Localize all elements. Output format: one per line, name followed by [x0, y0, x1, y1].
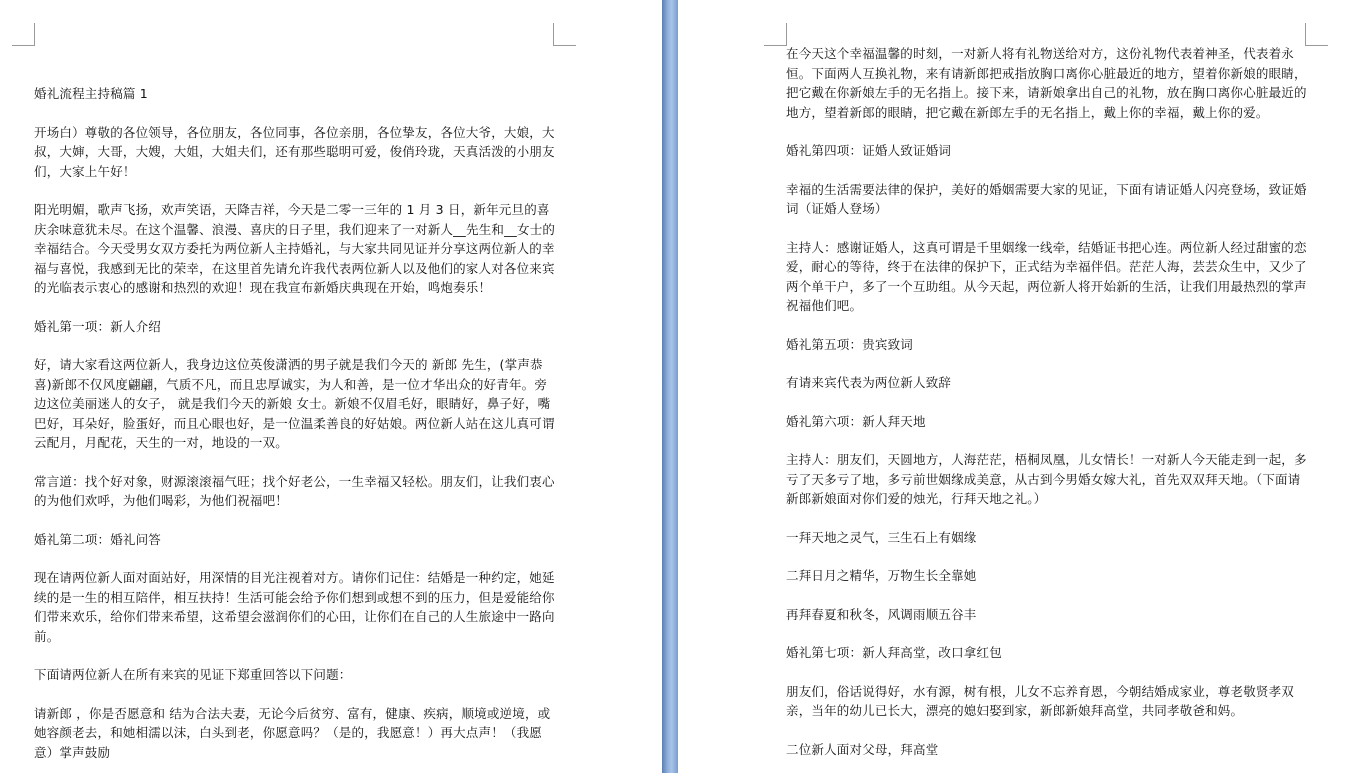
paragraph-opening: 开场白）尊敬的各位领导，各位朋友，各位同事，各位亲朋，各位挚友，各位大爷，大娘，大叔，大婶，大哥，大嫂，大姐，大姐夫们，还有那些聪明可爱，俊俏玲珑，天真活泼的小朋友们，大家上午好！: [34, 124, 555, 179]
section-heading-1: 婚礼第一项：新人介绍: [34, 318, 162, 334]
page-gutter: [662, 0, 678, 773]
section-heading-7: 婚礼第七项：新人拜高堂，改口拿红包: [786, 645, 1002, 660]
paragraph-bow-parents: 二位新人面对父母，拜高堂: [786, 741, 939, 757]
page-heading: 婚礼流程主持稿篇 1: [34, 86, 148, 101]
paragraph-rings: 在今天这个幸福温馨的时刻，一对新人将有礼物送给对方，这份礼物代表着神圣，代表着永恒。下面两人互换礼物，来有请新郎把戒指放胸口离你心脏最近的地方，望着你新娘的眼睛，把它戴在你新娘左手的无名指上。接下来，请新娘拿出自己的礼物，放在胸口离你心脏最近的地方，望着新郎的眼睛，把它戴在新郎左手的无名指上，戴上你的幸福，戴上你的爱。: [786, 46, 1307, 120]
paragraph-second-bow: 二拜日月之精华，万物生长全靠她: [786, 568, 977, 583]
section-heading-5: 婚礼第五项：贵宾致词: [786, 336, 914, 352]
paragraph-guest-speech: 有请来宾代表为两位新人致辞: [786, 375, 952, 390]
section-heading-4: 婚礼第四项：证婚人致证婚词: [786, 143, 952, 158]
margin-corner-top-right: [553, 23, 576, 46]
paragraph-introduction: 好，请大家看这两位新人，我身边这位英俊潇洒的男子就是我们今天的 新郎 先生，(掌声恭喜)新郎不仅风度翩翩，气质不凡，而且忠厚诚实，为人和善，是一位才华出众的好青年。旁边这位美丽迷人的女子， 就是我们今天的新娘 女士。新娘不仅眉毛好，眼睛好，鼻子好，嘴巴好，耳朵好，脸蛋好，而且心眼也好，是一位温柔善良的好姑娘。两位新人站在这儿真可谓云配月，月配花，天生的一对，地设的一双。: [34, 357, 555, 450]
paragraph-witness-intro: 幸福的生活需要法律的保护，美好的婚姻需要大家的见证，下面有请证婚人闪亮登场，致证婚词（证婚人登场）: [786, 181, 1307, 216]
paragraph-saying: 常言道：找个好对象，财源滚滚福气旺；找个好老公，一生幸福又轻松。朋友们，让我们衷心的为他们欢呼，为他们喝彩，为他们祝福吧！: [34, 473, 555, 508]
left-page-body[interactable]: [34, 84, 558, 773]
paragraph-third-bow: 再拜春夏和秋冬，风调雨顺五谷丰: [786, 606, 977, 622]
paragraph-vow: 请新郎 ，你是否愿意和 结为合法夫妻，无论今后贫穷、富有，健康、疾病，顺境或逆境，或她容颜老去，和她相濡以沫，白头到老，你愿意吗？（是的，我愿意！）再大点声！（我愿意）掌声鼓励: [34, 705, 551, 760]
paragraph-parents: 朋友们，俗话说得好，水有源，树有根，儿女不忘养育恩，今朝结婚成家业，尊老敬贤孝双亲，当年的幼儿已长大，漂亮的媳妇娶到家，新郎新娘拜高堂，共同孝敬爸和妈。: [786, 683, 1295, 718]
document-page-right: [678, 0, 1368, 773]
paragraph-questions: 下面请两位新人在所有来宾的见证下郑重回答以下问题：: [34, 667, 352, 682]
right-page-body[interactable]: [786, 44, 1310, 773]
margin-corner-top-right: [1305, 23, 1328, 46]
section-heading-2: 婚礼第二项：婚礼问答: [34, 531, 162, 547]
document-page-left: [0, 0, 662, 773]
paragraph-qa-intro: 现在请两位新人面对面站好，用深情的目光注视着对方。请你们记住：结婚是一种约定，她延续的是一生的相互陪伴，相互扶持！生活可能会给予你们想到或想不到的压力，但是爱能给你们带来欢乐，给你们带来希望，这希望会滋润你们的心田，让你们在自己的人生旅途中一路向前。: [34, 570, 555, 644]
margin-corner-top-left: [764, 23, 787, 46]
paragraph-heaven-earth: 主持人：朋友们，天圆地方，人海茫茫，梧桐凤凰，儿女情长！一对新人今天能走到一起，多亏了天多亏了地，多亏前世姻缘成美意，从古到今男婚女嫁大礼，首先双双拜天地。（下面请新郎新娘面对你们爱的烛光，行拜天地之礼。）: [786, 452, 1307, 506]
section-heading-6: 婚礼第六项：新人拜天地: [786, 413, 926, 429]
paragraph-first-bow: 一拜天地之灵气，三生石上有姻缘: [786, 529, 977, 545]
margin-corner-top-left: [12, 23, 35, 46]
paragraph-host-thanks: 主持人：感谢证婚人，这真可谓是千里姻缘一线牵，结婚证书把心连。两位新人经过甜蜜的恋爱，耐心的等待，终于在法律的保护下，正式结为幸福伴侣。茫茫人海，芸芸众生中，又少了两个单干户，多了一个互助组。从今天起，两位新人将开始新的生活，让我们用最热烈的掌声祝福他们吧。: [786, 239, 1307, 313]
paragraph-welcome: 阳光明媚，歌声飞扬，欢声笑语，天降吉祥，今天是二零一三年的 1 月 3 日，新年元旦的喜庆余味意犹未尽。在这个温馨、浪漫、喜庆的日子里，我们迎来了一对新人__先生和__女士的幸福结合。今天受男女双方委托为两位新人主持婚礼，与大家共同见证并分享这两位新人的幸福与喜悦，我感到无比的荣幸，在这里首先请允许我代表两位新人以及他们的家人对各位来宾的光临表示衷心的感谢和热烈的欢迎！现在我宣布新婚庆典现在开始，鸣炮奏乐！: [34, 202, 556, 295]
